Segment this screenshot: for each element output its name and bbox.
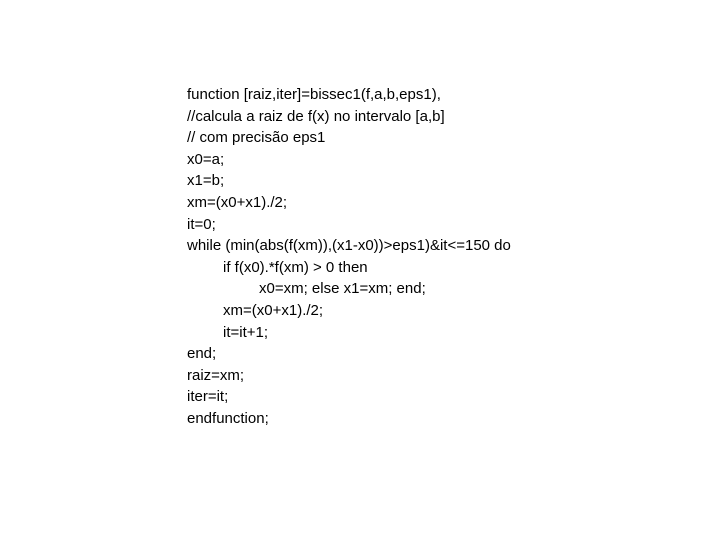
code-line-function-header: function [raiz,iter]=bissec1(f,a,b,eps1), (187, 86, 441, 103)
code-line-if-branches: x0=xm; else x1=xm; end; (259, 280, 426, 298)
code-line-endfunction: endfunction; (187, 409, 269, 427)
code-line-increment-it: it=it+1; (223, 323, 269, 341)
code-line-assign-x1: x1=b; (187, 172, 225, 190)
code-line-assign-it: it=0; (187, 215, 216, 233)
code-listing (187, 84, 511, 430)
code-line-assign-x0: x0=a; (187, 150, 225, 168)
code-line-assign-iter: iter=it; (187, 388, 229, 406)
code-line-assign-xm: xm=(x0+x1)./2; (187, 193, 288, 211)
code-line-assign-raiz: raiz=xm; (187, 366, 245, 384)
code-line-comment-description: //calcula a raiz de f(x) no intervalo [a,b] (187, 107, 445, 125)
code-line-if-condition: if f(x0).*f(xm) > 0 then (223, 258, 368, 276)
code-line-while-header: while (min(abs(f(xm)),(x1-x0))>eps1)&it<=150 do (187, 237, 511, 255)
code-line-update-xm: xm=(x0+x1)./2; (223, 301, 324, 319)
code-line-end-while: end; (187, 345, 217, 363)
code-line-comment-precision: // com precisão eps1 (187, 129, 326, 147)
